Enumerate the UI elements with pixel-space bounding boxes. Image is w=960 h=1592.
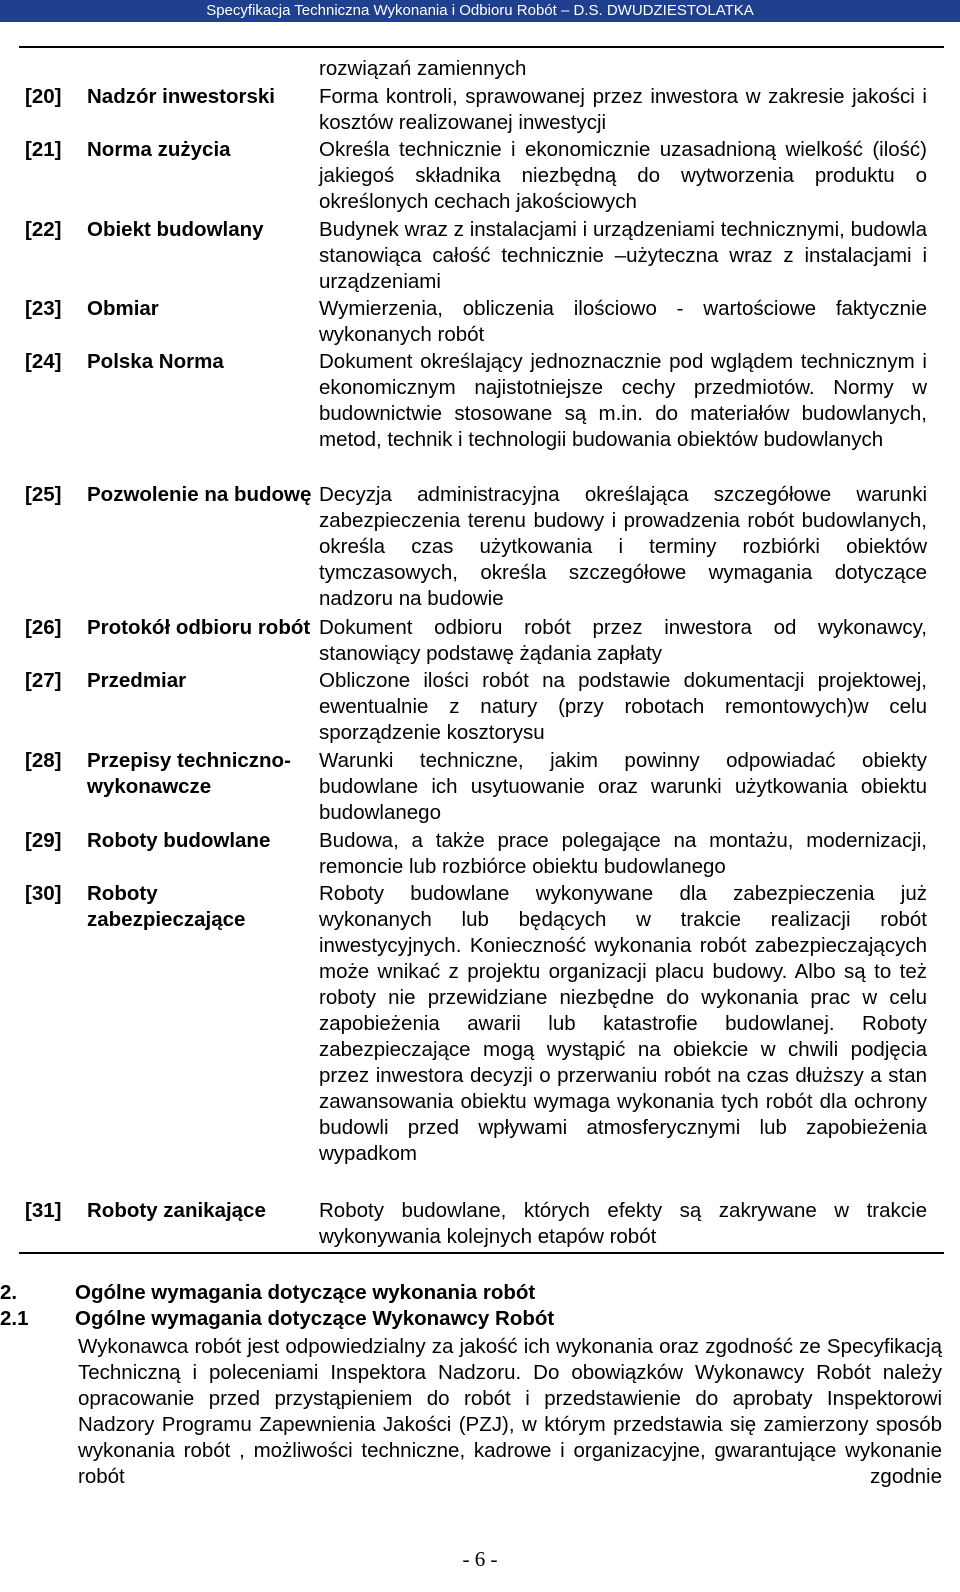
term-number: [20] [25, 85, 62, 108]
term-name: Roboty budowlane [87, 829, 271, 852]
term-name: Roboty zabezpieczające [87, 882, 246, 931]
term-definition: Roboty budowlane, których efekty są zakrywane w trakcie wykonywania kolejnych etapów robót [319, 1199, 927, 1248]
term-number: [22] [25, 218, 62, 241]
term-definition: Dokument określający jednoznacznie pod wglądem technicznym i ekonomicznym najistotniejsze cechy przedmiotów. Normy w budownictwie stosowane są m.in. do materiałów budowlanych, metod, technik i technologii budowania obiektów budowlanych [319, 350, 927, 451]
term-number: [31] [25, 1199, 62, 1222]
term-number: [21] [25, 138, 62, 161]
header-title: Specyfikacja Techniczna Wykonania i Odbioru Robót – D.S. DWUDZIESTOLATKA [206, 2, 754, 19]
term-name: Protokół odbioru robót [87, 616, 311, 639]
page-number: - 6 - [462, 1547, 498, 1571]
term-definition: Budynek wraz z instalacjami i urządzeniami technicznymi, budowla stanowiąca całość technicznie –użyteczna wraz z instalacjami i urządzeniami [319, 218, 927, 293]
term-name: Obmiar [87, 297, 159, 320]
term-name: Norma zużycia [87, 138, 231, 161]
section-number: 2. [0, 1281, 18, 1304]
term-name: Nadzór inwestorski [87, 85, 275, 108]
term-number: [29] [25, 829, 62, 852]
term-definition: Warunki techniczne, jakim powinny odpowiadać obiekty budowlane ich usytuowanie oraz warunki użytkowania obiektu budowlanego [319, 749, 927, 824]
term-number: [26] [25, 616, 62, 639]
term-name: Pozwolenie na budowę [87, 483, 312, 506]
term-name: Roboty zanikające [87, 1199, 266, 1222]
section-title: Ogólne wymagania dotyczące wykonania robót [75, 1281, 536, 1304]
body-paragraph: Wykonawca robót jest odpowiedzialny za jakość ich wykonania oraz zgodność ze Specyfikacją Techniczną i poleceniami Inspektora Nadzoru. Do obowiązków Wykonawcy Robót należy opracowanie przed przystąpieniem do robót i przedstawienie do aprobaty Inspektorowi Nadzory Programu Zapewnienia Jakości (PZJ), w którym przedstawia się zamierzony sposób wykonania robót , możliwości techniczne, kadrowe i organizacyjne, gwarantujące wykonanie robót zgodnie [78, 1335, 942, 1488]
section-title: Ogólne wymagania dotyczące Wykonawcy Robót [75, 1307, 555, 1330]
term-name: Przepisy techniczno-wykonawcze [87, 749, 291, 798]
page-header [0, 0, 960, 22]
term-name: Przedmiar [87, 669, 187, 692]
term-name: Obiekt budowlany [87, 218, 264, 241]
term-definition: Forma kontroli, sprawowanej przez inwestora w zakresie jakości i kosztów realizowanej inwestycji [319, 85, 927, 134]
term-definition: Dokument odbioru robót przez inwestora od wykonawcy, stanowiący podstawę żądania zapłaty [319, 616, 927, 665]
term-number: [25] [25, 483, 62, 506]
term-definition: Wymierzenia, obliczenia ilościowo - wartościowe faktycznie wykonanych robót [319, 297, 927, 346]
term-definition: Obliczone ilości robót na podstawie dokumentacji projektowej, ewentualnie z natury (przy robotach remontowych)w celu sporządzenie kosztorysu [319, 669, 927, 744]
term-definition: Budowa, a także prace polegające na montażu, modernizacji, remoncie lub rozbiórce obiektu budowlanego [319, 829, 927, 878]
term-definition: Roboty budowlane wykonywane dla zabezpieczenia już wykonanych lub będących w trakcie realizacji robót inwestycyjnych. Konieczność wykonania robót zabezpieczających może wnikać z projektu organizacji placu budowy. Albo są to też roboty nie przewidziane niezbędne do wykonania prac w celu zapobieżenia awarii lub katastrofie budowlanej. Roboty zabezpieczające mogą wystąpić na obiekcie w chwili podjęcia przez inwestora decyzji o przerwaniu robót na czas dłuższy a stan zawansowania obiektu wymaga wykonania tych robót dla ochrony budowli przed wpływami atmosferycznymi lub zapobieżenia wypadkom [319, 882, 927, 1165]
term-name: Polska Norma [87, 350, 224, 373]
term-number: [30] [25, 882, 62, 905]
definition-continuation: rozwiązań zamiennych [319, 57, 527, 80]
term-definition: Decyzja administracyjna określająca szczegółowe warunki zabezpieczenia terenu budowy i prowadzenia robót budowlanych, określa czas użytkowania i terminy rozbiórki obiektów tymczasowych, określa szczegółowe wymagania dotyczące nadzoru na budowie [319, 483, 927, 610]
term-definition: Określa technicznie i ekonomicznie uzasadnioną wielkość (ilość) jakiegoś składnika niezbędną do wytworzenia produktu o określonych cechach jakościowych [319, 138, 927, 213]
term-number: [24] [25, 350, 62, 373]
section-number: 2.1 [0, 1307, 29, 1330]
term-number: [23] [25, 297, 62, 320]
term-number: [27] [25, 669, 62, 692]
term-number: [28] [25, 749, 62, 772]
